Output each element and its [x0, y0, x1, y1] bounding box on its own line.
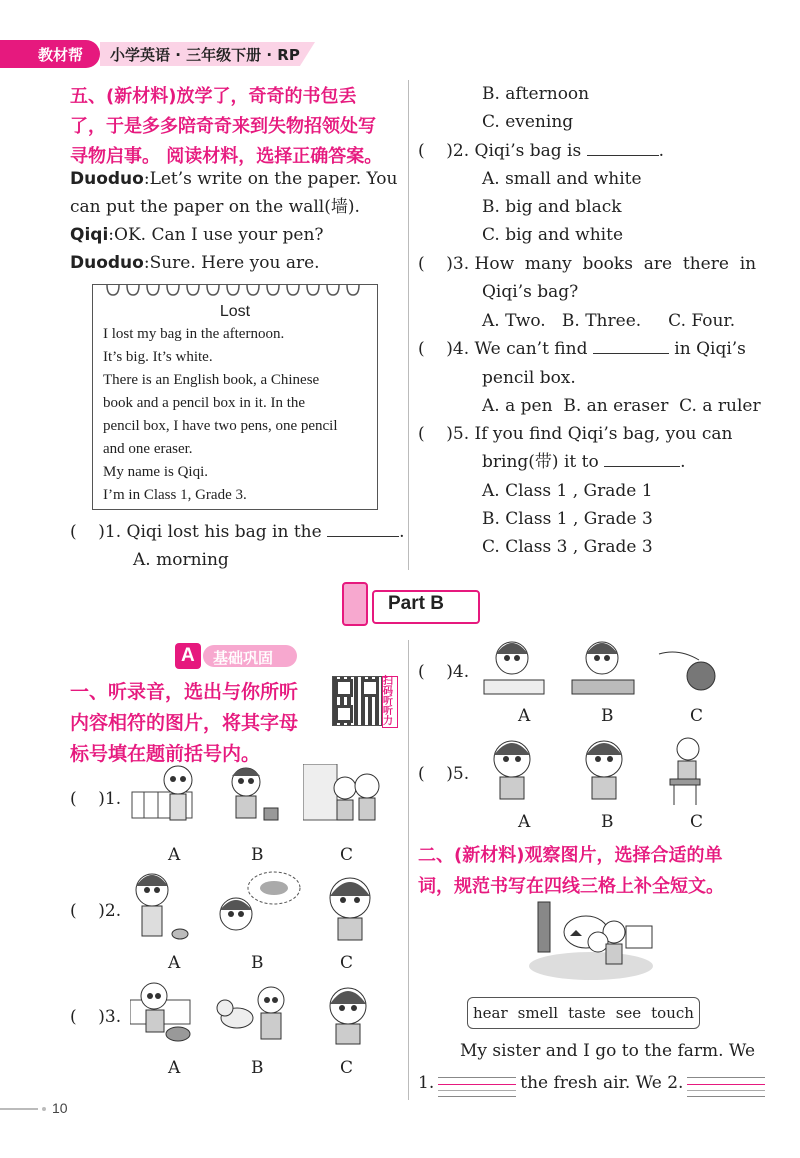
- answer-paren[interactable]: (: [418, 764, 447, 784]
- header-badge-text: 教材帮: [38, 46, 84, 64]
- word-option[interactable]: see: [615, 1004, 642, 1022]
- listen-item-1: [70, 785, 121, 813]
- answer-paren[interactable]: (: [418, 662, 447, 682]
- answer-blank[interactable]: [604, 450, 680, 467]
- question-text: We can’t find: [474, 339, 588, 359]
- listen-item-2: [70, 897, 121, 925]
- choice-label: C: [340, 953, 354, 973]
- question-3-cont: Qiqi’s bag?: [482, 282, 579, 302]
- word-option[interactable]: taste: [568, 1004, 606, 1022]
- option-a: A. Class 1 , Grade 1: [482, 481, 653, 501]
- section5-heading-line: 五、(新材料)放学了，奇奇的书包丢: [70, 86, 357, 107]
- section5-heading: [70, 82, 382, 172]
- option-c: C. big and white: [482, 225, 624, 245]
- option-a: A. small and white: [482, 169, 642, 189]
- speaker-colon: :: [143, 169, 150, 189]
- question-number: )4.: [446, 662, 470, 682]
- question-number: )5.: [446, 424, 470, 444]
- passage-line-2: [418, 1069, 769, 1097]
- girl-eating-picture: [318, 982, 388, 1052]
- question-number: )1.: [98, 522, 122, 542]
- choice-label: B: [601, 812, 614, 832]
- question-number: )3.: [98, 1007, 122, 1027]
- notice-line: and one eraser.: [103, 441, 193, 457]
- section2-heading-line: 词，规范书写在四线三格上补全短文。: [418, 876, 724, 897]
- option-list: A. a pen B. an eraser C. a ruler: [482, 396, 761, 416]
- option-c: C. Class 3 , Grade 3: [482, 537, 653, 557]
- passage-text: 1.: [418, 1073, 435, 1093]
- question-number: )1.: [98, 789, 122, 809]
- word-option[interactable]: smell: [517, 1004, 559, 1022]
- answer-paren[interactable]: (: [70, 789, 99, 809]
- section-badge-title: 基础巩固: [213, 649, 274, 667]
- speaker-duoduo: Duoduo: [70, 253, 144, 273]
- question-text: Qiqi’s bag is: [474, 141, 582, 161]
- choice-label: B: [251, 953, 264, 973]
- dialog-line: OK. Can I use your pen?: [114, 225, 324, 245]
- header-title: 小学英语 · 三年级下册 · RP: [110, 46, 300, 64]
- option-list: [482, 477, 653, 561]
- speaker-colon: :: [143, 253, 150, 273]
- section5-heading-line: 了，于是多多陪奇奇来到失物招领处写: [70, 116, 376, 137]
- header-bar: [0, 40, 330, 68]
- answer-paren[interactable]: (: [418, 339, 447, 359]
- boy-covering-nose-picture: [482, 735, 552, 805]
- question-number: )3.: [446, 254, 470, 274]
- answer-blank[interactable]: [587, 139, 659, 156]
- question-number: )4.: [446, 339, 470, 359]
- notice-line: There is an English book, a Chinese: [103, 372, 320, 388]
- option-b: B. afternoon: [482, 84, 590, 104]
- answer-paren[interactable]: (: [70, 901, 99, 921]
- question-1: [70, 518, 405, 546]
- listen-item-3: [70, 1003, 121, 1031]
- question-end: .: [399, 522, 405, 542]
- passage-text: the fresh air. We 2.: [520, 1073, 684, 1093]
- choice-label: A: [518, 706, 531, 726]
- girl-on-chair-picture: [660, 735, 720, 807]
- option-list: [482, 165, 642, 249]
- passage-line-1: My sister and I go to the farm. We: [460, 1041, 756, 1061]
- option-c: C. evening: [482, 112, 574, 132]
- speaker-qiqi: Qiqi: [70, 225, 109, 245]
- dialog-line: can put the paper on the wall(墙).: [70, 197, 360, 217]
- boy-at-desk-picture: [482, 636, 552, 702]
- qr-code[interactable]: [332, 676, 382, 726]
- choice-label: C: [340, 845, 354, 865]
- girl-at-desk-picture: [570, 636, 640, 702]
- choice-label: B: [601, 706, 614, 726]
- notice-line: I’m in Class 1, Grade 3.: [103, 487, 247, 503]
- choice-label: B: [251, 845, 264, 865]
- notice-title: Lost: [219, 303, 251, 320]
- listen-heading-line: 标号填在题前括号内。: [70, 743, 261, 765]
- notice-binding-icon: [93, 283, 377, 299]
- question-5: [418, 420, 732, 448]
- notice-line: My name is Qiqi.: [103, 464, 208, 480]
- boy-with-dog-picture: [130, 980, 200, 1050]
- choice-label: A: [168, 953, 181, 973]
- writing-lines-2[interactable]: [687, 1077, 765, 1097]
- option-b: B. big and black: [482, 197, 622, 217]
- question-4: [418, 335, 746, 363]
- choice-label: C: [340, 1058, 354, 1078]
- girl-smiling-picture: [318, 870, 388, 945]
- question-text: Qiqi lost his bag in the: [126, 522, 322, 542]
- choice-label: A: [518, 812, 531, 832]
- farm-picture: [526, 896, 656, 982]
- word-option[interactable]: hear: [473, 1004, 508, 1022]
- answer-paren[interactable]: (: [418, 424, 447, 444]
- section-badge-letter: A: [181, 645, 195, 666]
- part-b-banner: [342, 582, 482, 626]
- choice-label: B: [251, 1058, 264, 1078]
- listen-item-4: [418, 658, 469, 686]
- speaker-colon: :: [108, 225, 115, 245]
- column-divider: [408, 640, 409, 1100]
- section2-heading-line: 二、(新材料)观察图片，选择合适的单: [418, 845, 723, 866]
- word-box: [467, 997, 700, 1029]
- answer-blank[interactable]: [327, 520, 399, 537]
- speaker-duoduo: Duoduo: [70, 169, 144, 189]
- girl-watering-picture: [218, 762, 288, 832]
- choice-label: C: [690, 812, 704, 832]
- writing-lines-1[interactable]: [438, 1077, 516, 1097]
- question-number: )2.: [98, 901, 122, 921]
- choice-label: A: [168, 845, 181, 865]
- choice-label: A: [168, 1058, 181, 1078]
- listen-heading-line: 一、听录音，选出与你所听: [70, 681, 299, 703]
- column-divider: [408, 80, 409, 570]
- question-text: bring(带) it to: [482, 452, 599, 472]
- boy-thinking-bread-picture: [212, 868, 302, 943]
- dialog-line: Let’s write on the paper. You: [149, 169, 398, 189]
- question-2: [418, 137, 664, 165]
- question-number: )5.: [446, 764, 470, 784]
- question-text: If you find Qiqi’s bag, you can: [474, 424, 733, 444]
- word-option[interactable]: touch: [651, 1004, 694, 1022]
- option-a: A. morning: [133, 550, 229, 570]
- listen-heading: [70, 677, 298, 770]
- section2-heading: [418, 840, 724, 902]
- answer-paren[interactable]: (: [70, 1007, 99, 1027]
- answer-paren[interactable]: (: [418, 141, 447, 161]
- section5-heading-line: 寻物启事。 阅读材料，选择正确答案。: [70, 146, 383, 167]
- question-text: How many books are there in: [474, 254, 757, 274]
- notice-line: pencil box, I have two pens, one pencil: [103, 418, 338, 434]
- question-end: .: [658, 141, 665, 161]
- page-number: 10: [52, 1100, 68, 1116]
- listen-item-5: [418, 760, 469, 788]
- girl-with-snail-picture: [130, 868, 200, 943]
- question-5-cont: [482, 448, 686, 476]
- option-list: A. Two. B. Three. C. Four.: [482, 311, 736, 331]
- question-3: [418, 250, 756, 278]
- notice-line: I lost my bag in the afternoon.: [103, 326, 285, 342]
- choice-label: C: [690, 706, 704, 726]
- notice-line: It’s big. It’s white.: [103, 349, 213, 365]
- notice-body: [103, 323, 338, 507]
- notice-line: book and a pencil box in it. In the: [103, 395, 306, 411]
- dialog: [70, 165, 400, 277]
- part-b-icon: [342, 582, 368, 626]
- question-4-cont: pencil box.: [482, 368, 576, 388]
- child-on-fence-picture: [130, 762, 210, 832]
- footer-rule: [0, 1108, 38, 1110]
- dialog-line: Sure. Here you are.: [149, 253, 320, 273]
- option-b: B. Class 1 , Grade 3: [482, 509, 653, 529]
- question-text: in Qiqi’s: [674, 339, 746, 359]
- hand-with-apple-picture: [655, 640, 725, 700]
- section-a-badge: [175, 643, 297, 669]
- question-end: .: [680, 452, 686, 472]
- question-number: )2.: [446, 141, 470, 161]
- qr-caption: 扫码听听力: [382, 676, 398, 728]
- answer-blank[interactable]: [593, 337, 669, 354]
- answer-paren[interactable]: (: [70, 522, 99, 542]
- girl-smelling-flower-picture: [570, 735, 640, 805]
- listen-heading-line: 内容相符的图片，将其字母: [70, 712, 299, 734]
- dog-and-boy-picture: [215, 982, 295, 1052]
- lost-notice: [92, 284, 378, 510]
- part-b-label: Part B: [388, 593, 444, 614]
- kids-flowers-picture: [303, 764, 383, 834]
- footer-dot: [42, 1107, 46, 1111]
- answer-paren[interactable]: (: [418, 254, 447, 274]
